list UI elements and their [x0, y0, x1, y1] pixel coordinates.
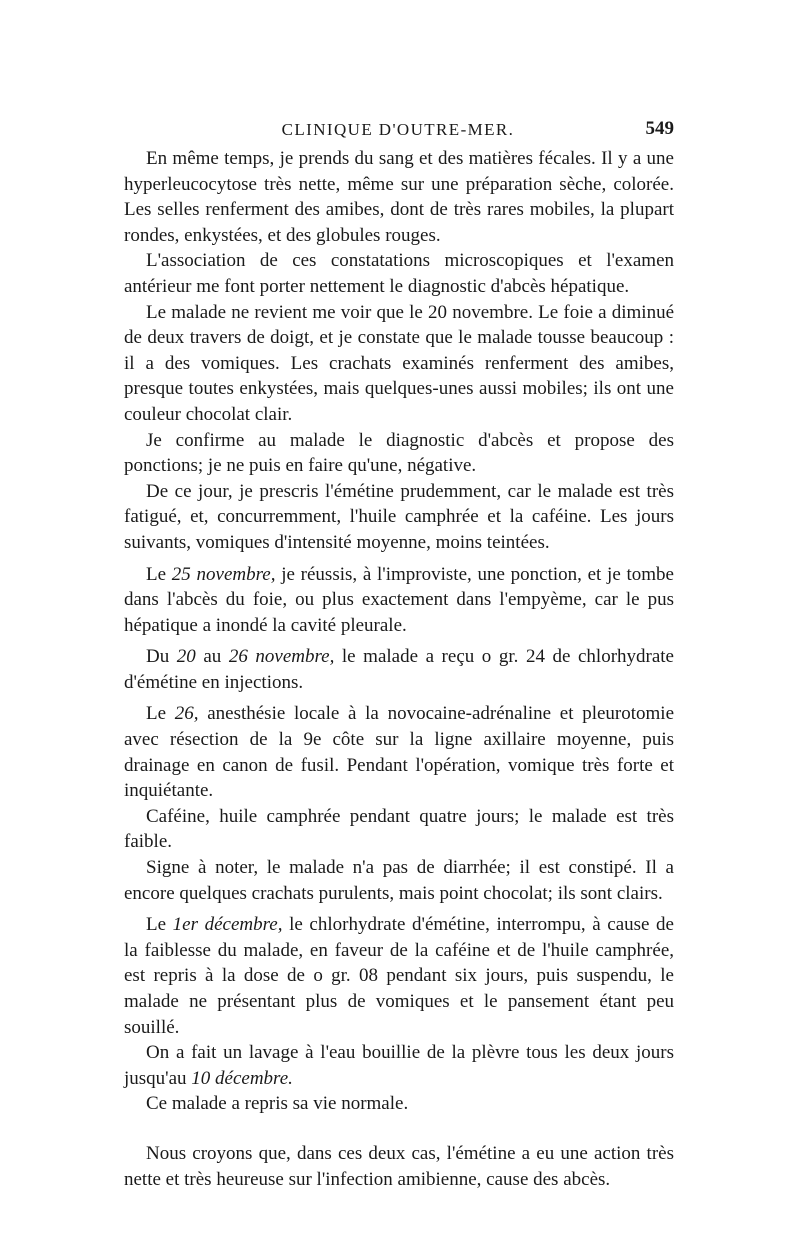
- paragraph: [124, 428, 674, 479]
- paragraph: [124, 562, 674, 639]
- text-run: anesthésie locale à la novocaine-adrénaline et pleurotomie avec résection de la 9e côte sur la ligne axillaire moyenne, puis drainage en canon de fusil. Pendant l'opération, vomique très forte et inquiétante.: [124, 703, 675, 802]
- italic-date: 1er décembre,: [172, 914, 283, 936]
- paragraph: [124, 855, 674, 906]
- text-run: Du: [146, 646, 177, 668]
- text-run: je réussis, à l'improviste, une ponction, et je tombe dans l'abcès du foie, ou plus exactement dans l'empyème, car le pus hépatique a inondé la cavité pleurale.: [124, 563, 674, 636]
- paragraph: [124, 300, 674, 428]
- italic-date: 25 novembre,: [171, 563, 276, 585]
- text-run: Le: [146, 914, 173, 936]
- paragraph: [124, 701, 674, 803]
- paragraph: [124, 1040, 674, 1091]
- paragraph: [124, 248, 674, 299]
- text-run: Caféine, huile camphrée pendant quatre jours; le malade est très faible.: [124, 805, 674, 853]
- running-title: CLINIQUE D'OUTRE-MER.: [281, 120, 515, 139]
- text-run: Ce malade a repris sa vie normale.: [146, 1093, 409, 1115]
- page-header: [124, 116, 672, 144]
- italic-date: 10 décembre.: [191, 1067, 293, 1089]
- text-run: En même temps, je prends du sang et des matières fécales. Il y a une hyperleucocytose très nette, même sur une préparation sèche, colorée. Les selles renferment des amibes, dont de très rares mobiles, la plupart rondes, enkystées, et des globules rouges.: [124, 148, 674, 246]
- text-run: Le malade ne revient me voir que le 20 novembre. Le foie a diminué de deux travers de doigt, et je constate que le malade tousse beaucoup : il a des vomiques. Les crachats examinés renferment des amibes, presque toutes enkystées, mais quelques-unes aussi mobiles; ils ont une couleur chocolat clair.: [124, 301, 674, 425]
- paragraph: [124, 146, 674, 248]
- text-run: Je confirme au malade le diagnostic d'abcès et propose des ponctions; je ne puis en faire qu'une, négative.: [124, 429, 674, 477]
- text-run: Le: [146, 563, 172, 585]
- text-run: On a fait un lavage à l'eau bouillie de la plèvre tous les deux jours jusqu'au: [124, 1042, 674, 1089]
- paragraph: [124, 644, 674, 695]
- paragraph: [124, 1091, 674, 1117]
- paragraph: [124, 1141, 674, 1192]
- page-number: 549: [645, 118, 674, 139]
- text-run: au: [195, 646, 229, 668]
- italic-date: 26 novembre,: [228, 646, 335, 668]
- paragraph: [124, 912, 674, 1040]
- paragraph: [124, 479, 674, 556]
- text-run: le chlorhydrate d'émétine, interrompu, à cause de la faiblesse du malade, en faveur de la caféine et de l'huile camphrée, est repris à la dose de o gr. 08 pendant six jours, puis suspendu, le malade ne présentant plus de vomiques et le pansement étant peu souillé.: [124, 914, 674, 1038]
- body-text: [124, 146, 674, 1192]
- text-run: De ce jour, je prescris l'émétine prudemment, car le malade est très fatigué, et, concurremment, l'huile camphrée et la caféine. Les jours suivants, vomiques d'intensité moyenne, moins teintées.: [124, 480, 674, 553]
- paragraph: [124, 804, 674, 855]
- text-run: Nous croyons que, dans ces deux cas, l'émétine a eu une action très nette et très heureuse sur l'infection amibienne, cause des abcès.: [124, 1142, 674, 1190]
- italic-date: 26,: [174, 703, 199, 725]
- text-run: le malade a reçu o gr. 24 de chlorhydrate d'émétine en injections.: [124, 646, 674, 693]
- italic-date: 20: [176, 646, 196, 668]
- text-run: Signe à noter, le malade n'a pas de diarrhée; il est constipé. Il a encore quelques crachats purulents, mais point chocolat; ils sont clairs.: [124, 857, 674, 904]
- text-run: Le: [146, 703, 175, 725]
- text-run: L'association de ces constatations microscopiques et l'examen antérieur me font porter nettement le diagnostic d'abcès hépatique.: [124, 250, 674, 297]
